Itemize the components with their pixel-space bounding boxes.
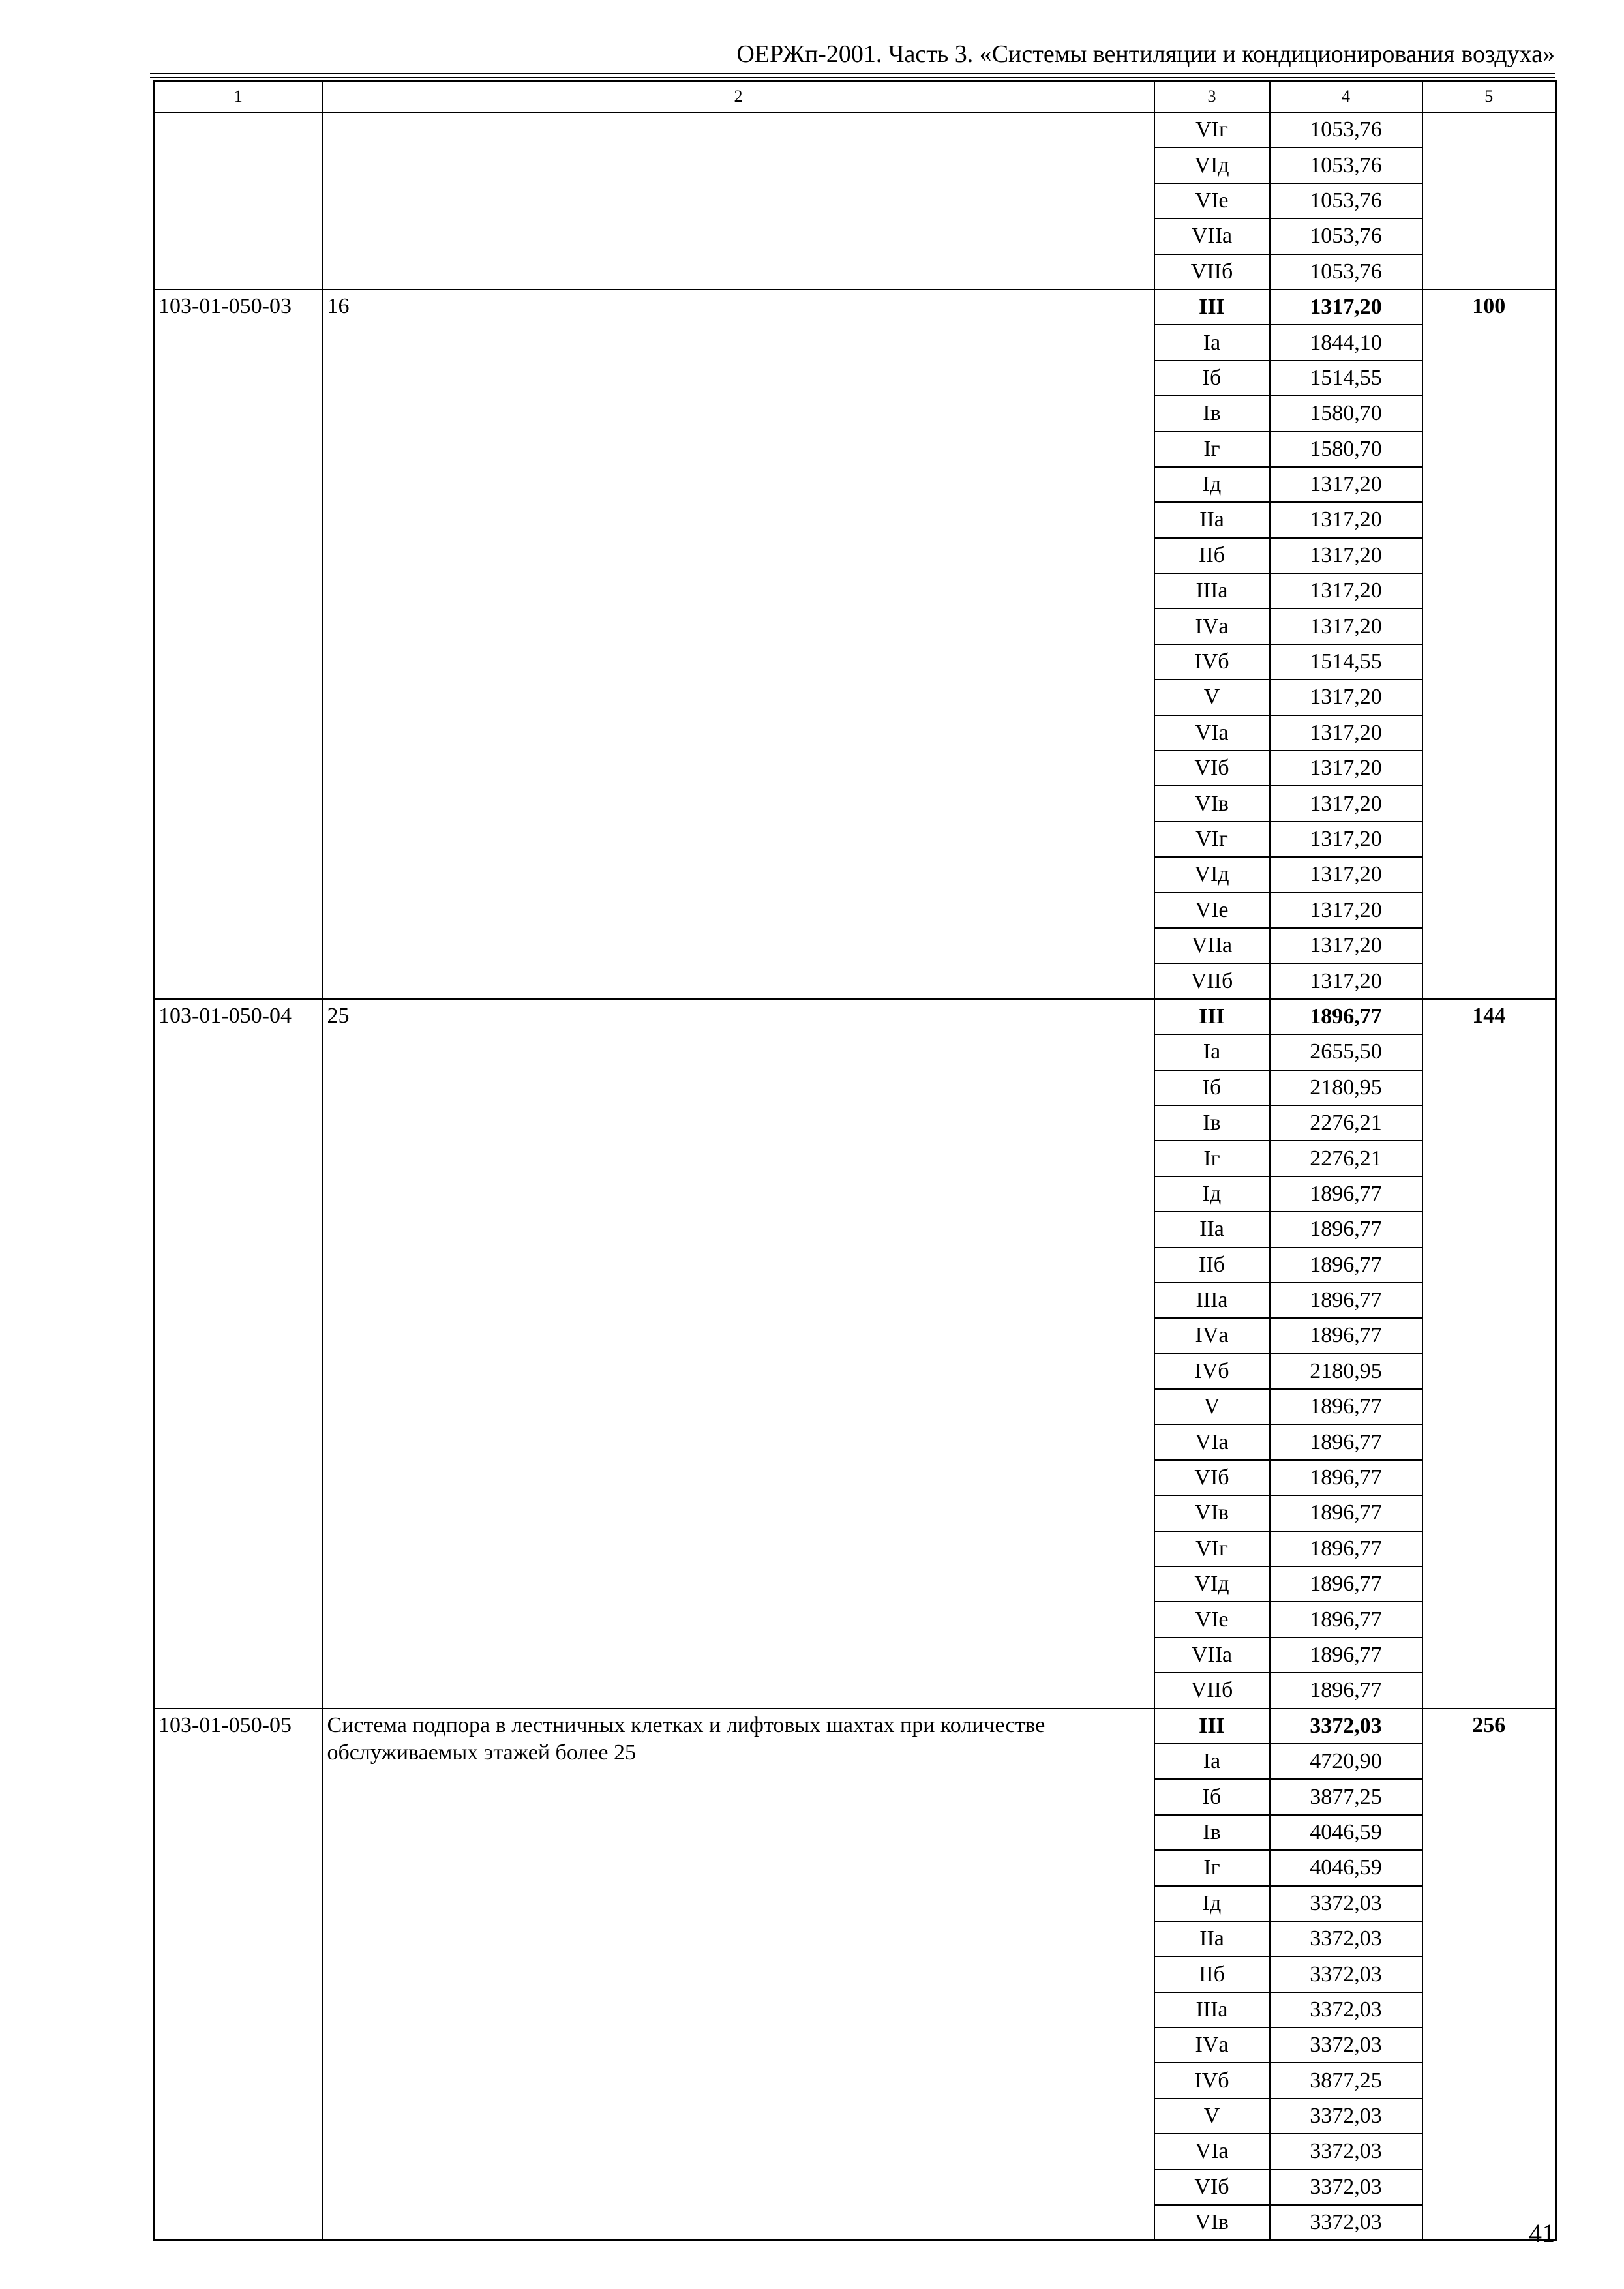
zone-cell: VIг bbox=[1154, 112, 1270, 147]
price-cell: 3372,03 bbox=[1270, 1709, 1422, 1744]
price-cell: 1317,20 bbox=[1270, 502, 1422, 537]
price-cell: 4046,59 bbox=[1270, 1815, 1422, 1850]
column-header: 5 bbox=[1422, 81, 1556, 113]
price-cell: 1580,70 bbox=[1270, 432, 1422, 467]
price-cell: 3372,03 bbox=[1270, 1956, 1422, 1992]
table-row bbox=[154, 1709, 1556, 1744]
zone-cell: Iб bbox=[1154, 1070, 1270, 1105]
zone-cell: V bbox=[1154, 680, 1270, 715]
rate-code-cell bbox=[154, 112, 323, 290]
price-cell: 1896,77 bbox=[1270, 1531, 1422, 1566]
zone-cell: VIд bbox=[1154, 1566, 1270, 1602]
column-header: 3 bbox=[1154, 81, 1270, 113]
zone-cell: Iд bbox=[1154, 1176, 1270, 1212]
zone-cell: IIа bbox=[1154, 1921, 1270, 1956]
price-cell: 3372,03 bbox=[1270, 2027, 1422, 2063]
price-cell: 1580,70 bbox=[1270, 396, 1422, 431]
table-row bbox=[154, 999, 1556, 1034]
price-cell: 1896,77 bbox=[1270, 1248, 1422, 1283]
rates-table bbox=[153, 80, 1557, 2241]
coefficient-cell bbox=[1422, 112, 1556, 290]
price-cell: 1317,20 bbox=[1270, 963, 1422, 998]
price-cell: 1896,77 bbox=[1270, 1566, 1422, 1602]
zone-cell: IIб bbox=[1154, 1248, 1270, 1283]
price-cell: 4720,90 bbox=[1270, 1744, 1422, 1779]
zone-cell: Iа bbox=[1154, 1744, 1270, 1779]
price-cell: 1896,77 bbox=[1270, 1460, 1422, 1495]
zone-cell: IVа bbox=[1154, 608, 1270, 644]
table-row bbox=[154, 112, 1556, 147]
column-header: 2 bbox=[323, 81, 1154, 113]
zone-cell: V bbox=[1154, 2099, 1270, 2134]
column-header: 1 bbox=[154, 81, 323, 113]
zone-cell: VIIб bbox=[1154, 963, 1270, 998]
price-cell: 1896,77 bbox=[1270, 1389, 1422, 1424]
price-cell: 2180,95 bbox=[1270, 1354, 1422, 1389]
zone-cell: Iг bbox=[1154, 432, 1270, 467]
zone-cell: VIг bbox=[1154, 822, 1270, 857]
zone-cell: IIIа bbox=[1154, 1283, 1270, 1318]
price-cell: 1317,20 bbox=[1270, 467, 1422, 502]
zone-cell: III bbox=[1154, 290, 1270, 325]
price-cell: 2276,21 bbox=[1270, 1105, 1422, 1141]
zone-cell: IIIа bbox=[1154, 573, 1270, 608]
zone-cell: VIа bbox=[1154, 2134, 1270, 2169]
price-cell: 1053,76 bbox=[1270, 218, 1422, 254]
zone-cell: IVб bbox=[1154, 644, 1270, 680]
rate-description-cell: Система подпора в лестничных клетках и лифтовых шахтах при количестве обслуживаемых этажей более 25 bbox=[323, 1709, 1154, 2241]
zone-cell: VIе bbox=[1154, 893, 1270, 928]
zone-cell: VIIб bbox=[1154, 254, 1270, 290]
rate-code-cell: 103-01-050-03 bbox=[154, 290, 323, 999]
zone-cell: VIб bbox=[1154, 2170, 1270, 2205]
zone-cell: VIа bbox=[1154, 715, 1270, 751]
price-cell: 1896,77 bbox=[1270, 1212, 1422, 1247]
price-cell: 1053,76 bbox=[1270, 112, 1422, 147]
header-rule bbox=[150, 73, 1555, 74]
coefficient-cell: 256 bbox=[1422, 1709, 1556, 2241]
rate-code-cell: 103-01-050-05 bbox=[154, 1709, 323, 2241]
zone-cell: VIг bbox=[1154, 1531, 1270, 1566]
zone-cell: III bbox=[1154, 999, 1270, 1034]
price-cell: 1317,20 bbox=[1270, 573, 1422, 608]
zone-cell: Iд bbox=[1154, 467, 1270, 502]
price-cell: 3372,03 bbox=[1270, 1992, 1422, 2027]
price-cell: 1317,20 bbox=[1270, 928, 1422, 963]
zone-cell: VIд bbox=[1154, 147, 1270, 183]
rate-code-cell: 103-01-050-04 bbox=[154, 999, 323, 1709]
price-cell: 3372,03 bbox=[1270, 2099, 1422, 2134]
price-cell: 1896,77 bbox=[1270, 1495, 1422, 1531]
zone-cell: IIа bbox=[1154, 502, 1270, 537]
price-cell: 1896,77 bbox=[1270, 1283, 1422, 1318]
price-cell: 1896,77 bbox=[1270, 1638, 1422, 1673]
price-cell: 1317,20 bbox=[1270, 538, 1422, 573]
zone-cell: IVб bbox=[1154, 2063, 1270, 2098]
price-cell: 1317,20 bbox=[1270, 857, 1422, 892]
price-cell: 1053,76 bbox=[1270, 183, 1422, 218]
price-cell: 1896,77 bbox=[1270, 1602, 1422, 1637]
price-cell: 1896,77 bbox=[1270, 1318, 1422, 1353]
zone-cell: VIв bbox=[1154, 1495, 1270, 1531]
price-cell: 3877,25 bbox=[1270, 1779, 1422, 1814]
table-body bbox=[154, 112, 1556, 2241]
zone-cell: V bbox=[1154, 1389, 1270, 1424]
zone-cell: VIIб bbox=[1154, 1673, 1270, 1708]
coefficient-cell: 144 bbox=[1422, 999, 1556, 1709]
rate-description-cell: 25 bbox=[323, 999, 1154, 1709]
price-cell: 1053,76 bbox=[1270, 254, 1422, 290]
price-cell: 2655,50 bbox=[1270, 1034, 1422, 1070]
price-cell: 1317,20 bbox=[1270, 822, 1422, 857]
zone-cell: Iб bbox=[1154, 361, 1270, 396]
price-cell: 1514,55 bbox=[1270, 644, 1422, 680]
price-cell: 1317,20 bbox=[1270, 751, 1422, 786]
price-cell: 1896,77 bbox=[1270, 1176, 1422, 1212]
zone-cell: VIIа bbox=[1154, 928, 1270, 963]
zone-cell: Iв bbox=[1154, 396, 1270, 431]
price-cell: 1317,20 bbox=[1270, 715, 1422, 751]
zone-cell: Iд bbox=[1154, 1886, 1270, 1921]
zone-cell: IIа bbox=[1154, 1212, 1270, 1247]
price-cell: 2276,21 bbox=[1270, 1141, 1422, 1176]
zone-cell: Iб bbox=[1154, 1779, 1270, 1814]
zone-cell: IIб bbox=[1154, 1956, 1270, 1992]
zone-cell: Iв bbox=[1154, 1105, 1270, 1141]
price-cell: 3877,25 bbox=[1270, 2063, 1422, 2098]
zone-cell: III bbox=[1154, 1709, 1270, 1744]
zone-cell: Iг bbox=[1154, 1850, 1270, 1885]
zone-cell: IVа bbox=[1154, 2027, 1270, 2063]
zone-cell: VIд bbox=[1154, 857, 1270, 892]
zone-cell: VIIа bbox=[1154, 218, 1270, 254]
zone-cell: VIб bbox=[1154, 751, 1270, 786]
price-cell: 3372,03 bbox=[1270, 2134, 1422, 2169]
page-header-title: ОЕРЖп-2001. Часть 3. «Системы вентиляции и кондиционирования воздуха» bbox=[736, 40, 1555, 68]
zone-cell: VIе bbox=[1154, 1602, 1270, 1637]
zone-cell: Iа bbox=[1154, 1034, 1270, 1070]
coefficient-cell: 100 bbox=[1422, 290, 1556, 999]
price-cell: 4046,59 bbox=[1270, 1850, 1422, 1885]
price-cell: 1896,77 bbox=[1270, 1424, 1422, 1459]
price-cell: 3372,03 bbox=[1270, 1921, 1422, 1956]
zone-cell: Iг bbox=[1154, 1141, 1270, 1176]
rate-description-cell: 16 bbox=[323, 290, 1154, 999]
zone-cell: IVб bbox=[1154, 1354, 1270, 1389]
rate-description-cell bbox=[323, 112, 1154, 290]
zone-cell: VIа bbox=[1154, 1424, 1270, 1459]
price-cell: 1896,77 bbox=[1270, 1673, 1422, 1708]
price-cell: 1317,20 bbox=[1270, 786, 1422, 821]
zone-cell: IVа bbox=[1154, 1318, 1270, 1353]
zone-cell: Iв bbox=[1154, 1815, 1270, 1850]
price-cell: 1317,20 bbox=[1270, 680, 1422, 715]
zone-cell: VIв bbox=[1154, 2205, 1270, 2241]
column-number-row bbox=[154, 81, 1556, 113]
price-cell: 1317,20 bbox=[1270, 893, 1422, 928]
price-cell: 3372,03 bbox=[1270, 2170, 1422, 2205]
price-cell: 1896,77 bbox=[1270, 999, 1422, 1034]
zone-cell: IIб bbox=[1154, 538, 1270, 573]
price-cell: 3372,03 bbox=[1270, 2205, 1422, 2241]
zone-cell: VIв bbox=[1154, 786, 1270, 821]
price-cell: 1317,20 bbox=[1270, 290, 1422, 325]
zone-cell: IIIа bbox=[1154, 1992, 1270, 2027]
page-number: 41 bbox=[1529, 2219, 1555, 2248]
table-row bbox=[154, 290, 1556, 325]
price-cell: 1053,76 bbox=[1270, 147, 1422, 183]
zone-cell: VIIа bbox=[1154, 1638, 1270, 1673]
price-cell: 1514,55 bbox=[1270, 361, 1422, 396]
price-cell: 1844,10 bbox=[1270, 325, 1422, 360]
zone-cell: VIб bbox=[1154, 1460, 1270, 1495]
zone-cell: VIе bbox=[1154, 183, 1270, 218]
price-cell: 3372,03 bbox=[1270, 1886, 1422, 1921]
column-header: 4 bbox=[1270, 81, 1422, 113]
price-cell: 1317,20 bbox=[1270, 608, 1422, 644]
zone-cell: Iа bbox=[1154, 325, 1270, 360]
header-rule bbox=[150, 77, 1555, 78]
price-cell: 2180,95 bbox=[1270, 1070, 1422, 1105]
